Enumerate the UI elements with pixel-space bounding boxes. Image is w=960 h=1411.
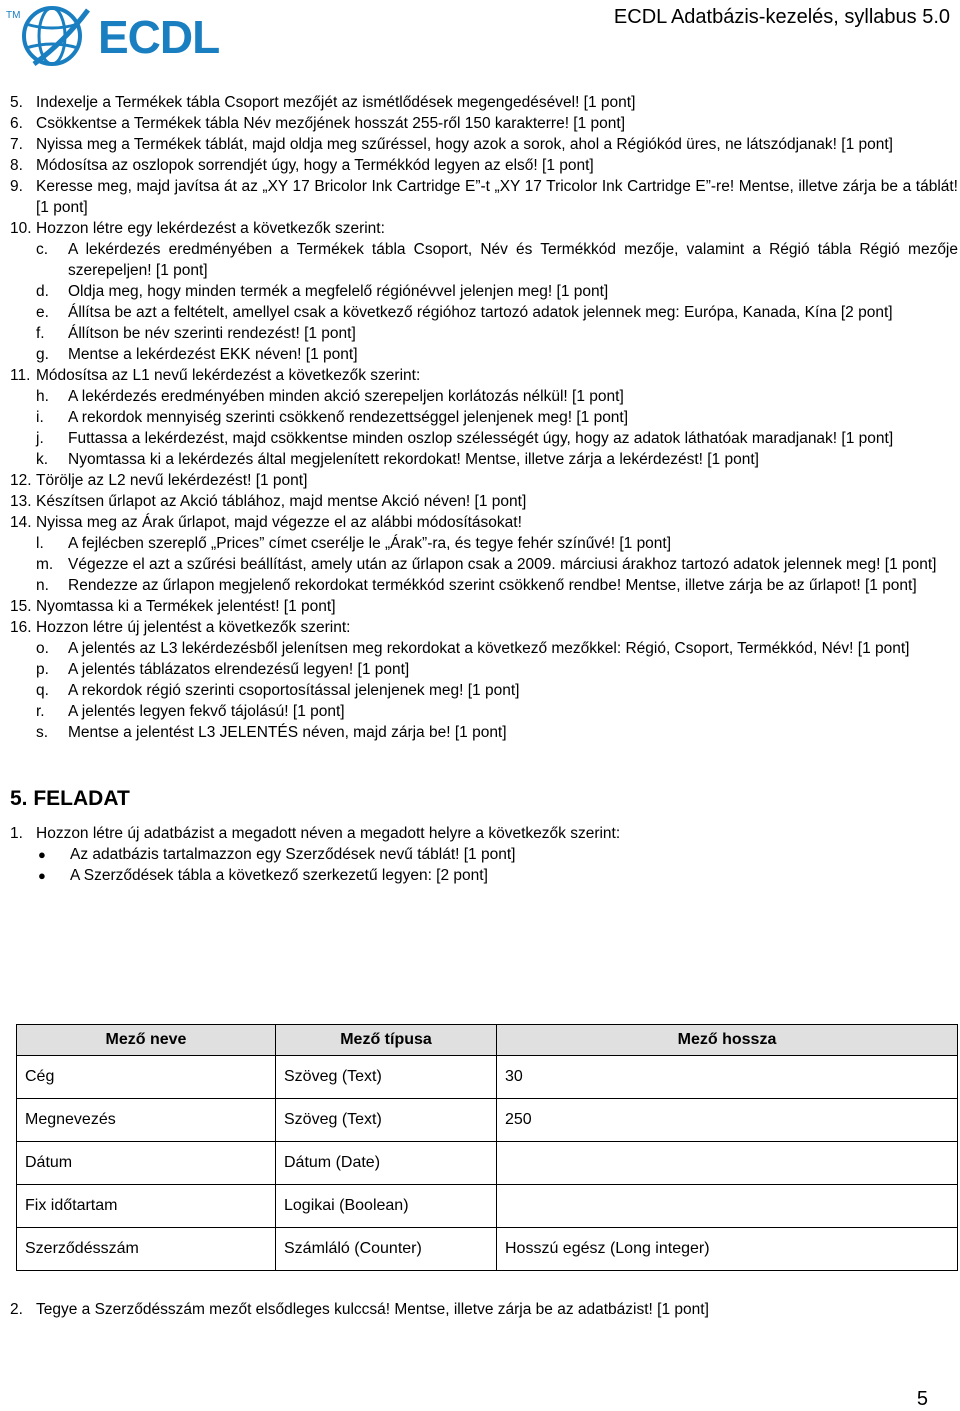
sub-item-letter: n. (36, 577, 49, 594)
sub-item-letter: i. (36, 409, 44, 426)
table-row (17, 1099, 958, 1142)
sub-item-letter: c. (36, 241, 49, 258)
item-number: 16. (10, 619, 32, 636)
table-cell (497, 1185, 958, 1228)
sub-item (36, 281, 958, 302)
item-number: 9. (10, 178, 23, 195)
item-number: 7. (10, 136, 23, 153)
sub-item-letter: d. (36, 283, 49, 300)
table-cell: Dátum (17, 1142, 276, 1185)
list-item (10, 218, 958, 239)
table-cell: Cég (17, 1056, 276, 1099)
item-text: Tegye a Szerződésszám mezőt elsődleges kulccsá! Mentse, illetve zárja be az adatbázist! [1 pont] (36, 1301, 709, 1318)
list-item (10, 512, 958, 533)
table-cell: Megnevezés (17, 1099, 276, 1142)
sub-item-text: A jelentés az L3 lekérdezésből jelenítsen meg rekordokat a következő mezőkkel: Régió, Csoport, Termékkód, Név! [1 pont] (68, 640, 910, 657)
sub-item-letter: j. (36, 430, 44, 447)
section-title: 5. FELADAT (10, 787, 130, 810)
list-item (10, 113, 958, 134)
table-row (17, 1185, 958, 1228)
item-text: Törölje az L2 nevű lekérdezést! [1 pont] (36, 472, 308, 489)
sub-item-text: Futtassa a lekérdezést, majd csökkentse minden oszlop szélességét úgy, hogy az adatok láthatóak maradjanak! [1 pont] (68, 430, 894, 447)
list-item (10, 92, 958, 113)
table-cell: Logikai (Boolean) (276, 1185, 497, 1228)
item-text: Hozzon létre új jelentést a következők szerint: (36, 619, 351, 636)
item-number: 6. (10, 115, 23, 132)
table-cell: Szöveg (Text) (276, 1056, 497, 1099)
column-header: Mező hossza (497, 1025, 958, 1056)
item-number: 14. (10, 514, 32, 531)
sub-item-letter: q. (36, 682, 49, 699)
sub-item-text: A rekordok mennyiség szerinti csökkenő rendezettséggel jelenjenek meg! [1 pont] (68, 409, 629, 426)
item-number: 5. (10, 94, 23, 111)
table-cell: Számláló (Counter) (276, 1228, 497, 1271)
sub-item-letter: r. (36, 703, 45, 720)
table-cell: Hosszú egész (Long integer) (497, 1228, 958, 1271)
list-item (10, 823, 958, 844)
sub-item-text: A fejlécben szereplő „Prices” címet cserélje le „Árak”-ra, és tegye fehér színűvé! [1 pont] (68, 535, 672, 552)
table-header-row (17, 1025, 958, 1056)
sub-item-text: A lekérdezés eredményében minden akció szerepeljen korlátozás nélkül! [1 pont] (68, 388, 624, 405)
sub-item-text: Állítson be név szerinti rendezést! [1 pont] (68, 325, 356, 342)
table-cell: Fix időtartam (17, 1185, 276, 1228)
globe-icon (4, 2, 96, 66)
list-item (10, 176, 958, 218)
sub-item-letter: f. (36, 325, 45, 342)
syllabus-title: ECDL Adatbázis-kezelés, syllabus 5.0 (613, 6, 950, 28)
item-number: 10. (10, 220, 32, 237)
item-text: Keresse meg, majd javítsa át az „XY 17 Bricolor Ink Cartridge E”-t „XY 17 Tricolor Ink Cartridge E”-re! Mentse, illetve zárja be a táblát! [1 pont] (36, 178, 958, 216)
item-text: Készítsen űrlapot az Akció táblához, majd mentse Akció néven! [1 pont] (36, 493, 527, 510)
page-header (0, 0, 960, 70)
item-text: Nyissa meg az Árak űrlapot, majd végezze el az alábbi módosításokat! (36, 514, 522, 531)
sub-item-letter: g. (36, 346, 49, 363)
bullet-icon: ● (38, 847, 46, 862)
item-number: 2. (10, 1301, 23, 1318)
sub-item (36, 554, 958, 575)
item-number: 12. (10, 472, 32, 489)
item-number: 13. (10, 493, 32, 510)
sub-item-letter: e. (36, 304, 49, 321)
sub-item-text: Nyomtassa ki a lekérdezés által megjelenített rekordokat! Mentse, illetve zárja a lekérdezést! [1 pont] (68, 451, 759, 468)
sub-item-letter: h. (36, 388, 49, 405)
list-item (10, 365, 958, 386)
sub-item (36, 239, 958, 281)
fields-table (16, 1024, 958, 1271)
sub-item-text: Mentse a jelentést L3 JELENTÉS néven, majd zárja be! [1 pont] (68, 724, 507, 741)
trademark-label: TM (6, 10, 21, 21)
bullet-text: A Szerződések tábla a következő szerkezetű legyen: [2 pont] (70, 867, 488, 884)
sub-item (36, 428, 958, 449)
sub-item-letter: k. (36, 451, 49, 468)
bullet-item (36, 844, 958, 865)
sub-item (36, 302, 958, 323)
list-item (10, 470, 958, 491)
bullet-icon: ● (38, 868, 46, 883)
sub-item (36, 701, 958, 722)
sub-item (36, 575, 958, 596)
sub-item (36, 449, 958, 470)
item-text: Csökkentse a Termékek tábla Név mezőjének hosszát 255-ről 150 karakterre! [1 pont] (36, 115, 626, 132)
item-text: Indexelje a Termékek tábla Csoport mezőjét az ismétlődések megengedésével! [1 pont] (36, 94, 636, 111)
sub-item-text: A jelentés táblázatos elrendezésű legyen! [1 pont] (68, 661, 410, 678)
list-item (10, 1299, 958, 1320)
sub-item-text: A lekérdezés eredményében a Termékek tábla Csoport, Név és Termékkód mezője, valamint a Régió tábla Régió mezője szerepeljen! [1 pont] (68, 241, 958, 279)
list-item (10, 134, 958, 155)
list-item (10, 491, 958, 512)
page-number: 5 (916, 1388, 928, 1410)
sub-item-letter: p. (36, 661, 49, 678)
table-cell: Szöveg (Text) (276, 1099, 497, 1142)
item-text: Nyissa meg a Termékek táblát, majd oldja meg szűréssel, hogy azok a sorok, ahol a Régiókód üres, ne látszódjanak! [1 pont] (36, 136, 893, 153)
sub-item-text: Rendezze az űrlapon megjelenő rekordokat termékkód szerint csökkenő rendbe! Mentse, illetve zárja be az űrlapot! [1 pont] (68, 577, 917, 594)
sub-item (36, 638, 958, 659)
table-cell: 30 (497, 1056, 958, 1099)
bullet-item (36, 865, 958, 886)
item-text: Nyomtassa ki a Termékek jelentést! [1 pont] (36, 598, 336, 615)
sub-item (36, 533, 958, 554)
sub-item (36, 407, 958, 428)
sub-item (36, 680, 958, 701)
sub-item (36, 722, 958, 743)
table-row (17, 1228, 958, 1271)
ecdl-logo (4, 2, 224, 66)
item-text: Hozzon létre új adatbázist a megadott néven a megadott helyre a következők szerint: (36, 825, 621, 842)
item-number: 8. (10, 157, 23, 174)
sub-item (36, 659, 958, 680)
table-row (17, 1056, 958, 1099)
sub-item-letter: o. (36, 640, 49, 657)
bullet-text: Az adatbázis tartalmazzon egy Szerződések nevű táblát! [1 pont] (70, 846, 516, 863)
list-item (10, 596, 958, 617)
sub-item-letter: m. (36, 556, 54, 573)
item-text: Módosítsa az L1 nevű lekérdezést a következők szerint: (36, 367, 421, 384)
table-cell: 250 (497, 1099, 958, 1142)
item-text: Módosítsa az oszlopok sorrendjét úgy, hogy a Termékkód legyen az első! [1 pont] (36, 157, 594, 174)
sub-item-text: A jelentés legyen fekvő tájolású! [1 pont] (68, 703, 345, 720)
sub-item-text: Oldja meg, hogy minden termék a megfelelő régiónévvel jelenjen meg! [1 pont] (68, 283, 609, 300)
sub-item-text: Állítsa be azt a feltételt, amellyel csak a következő régióhoz tartozó adatok jelennek meg: Európa, Kanada, Kína [2 pont] (68, 304, 893, 321)
table-row (17, 1142, 958, 1185)
item-text: Hozzon létre egy lekérdezést a következők szerint: (36, 220, 385, 237)
table-cell (497, 1142, 958, 1185)
sub-item (36, 323, 958, 344)
item-number: 11. (10, 367, 31, 384)
column-header: Mező típusa (276, 1025, 497, 1056)
task-list (10, 92, 958, 886)
item-number: 1. (10, 825, 23, 842)
table-cell: Dátum (Date) (276, 1142, 497, 1185)
sub-item-letter: l. (36, 535, 44, 552)
table-cell: Szerződésszám (17, 1228, 276, 1271)
list-item (10, 155, 958, 176)
column-header: Mező neve (17, 1025, 276, 1056)
final-task (10, 1299, 958, 1320)
sub-item (36, 386, 958, 407)
sub-item-text: A rekordok régió szerinti csoportosítással jelenjenek meg! [1 pont] (68, 682, 520, 699)
logo-text: ECDL (98, 11, 220, 63)
list-item (10, 617, 958, 638)
item-number: 15. (10, 598, 32, 615)
section-spacer (10, 743, 958, 785)
sub-item-text: Mentse a lekérdezést EKK néven! [1 pont] (68, 346, 358, 363)
sub-item (36, 344, 958, 365)
sub-item-letter: s. (36, 724, 49, 741)
sub-item-text: Végezze el azt a szűrési beállítást, amely után az űrlapon csak a 2009. márciusi árakhoz tartozó adatok jelennek meg! [1 pont] (68, 556, 937, 573)
